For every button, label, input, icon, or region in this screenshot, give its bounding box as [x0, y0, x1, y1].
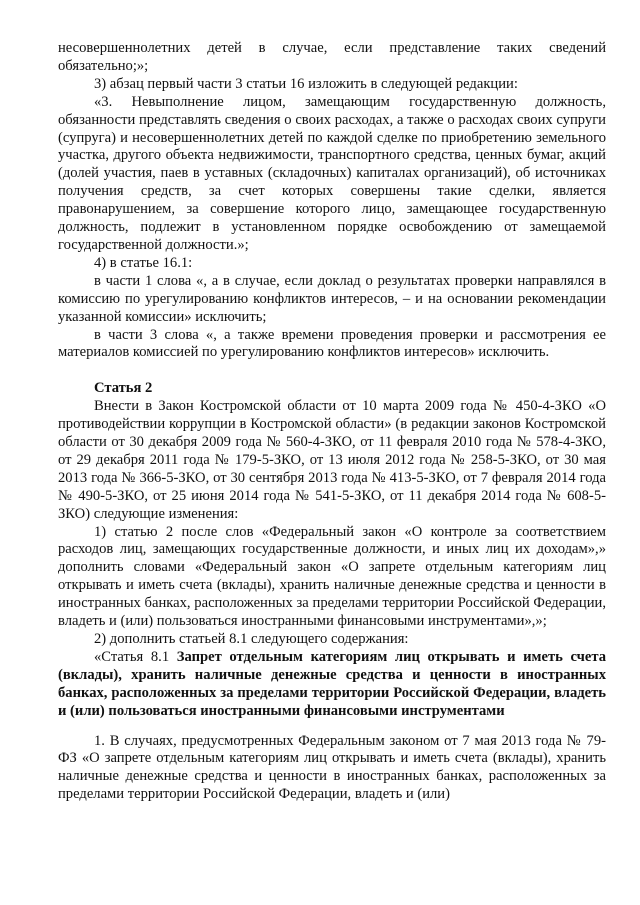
article-8-1-title: Запрет отдельным категориям лиц открывать и иметь счета (вклады), хранить наличные денежные средства и ценности в иностранных банках, расположенных за пределами территории Российской Федерации, владеть и (или) пользоваться иностранными финансовыми инструментами	[58, 648, 607, 719]
article-8-1-prefix: «Статья 8.1	[94, 648, 177, 665]
paragraph-9: 2) дополнить статьей 8.1 следующего содержания:	[94, 631, 409, 647]
paragraph-4: 4) в статье 16.1:	[94, 254, 193, 271]
spacer	[58, 721, 606, 733]
paragraph-3: «3. Невыполнение лицом, замещающим государственную должность, обязанности представлять сведения о своих расходах, а также о расходах своих супруги (супруга) и несовершеннолетних детей по каждой сделке по приобретению земельного участка, другого объекта недвижимости, транспортного средства, ценных бумаг, акций (долей участия, паев в уставных (складочных) капиталах организаций), об источниках получения средств, за счет которых совершены такие сделки, является правонарушением, за совершение которого лицо, замещающее государственную должность, подлежит в установленном порядке освобождению от замещаемой государственной должности.»;	[58, 93, 606, 253]
paragraph-2: 3) абзац первый части 3 статьи 16 изложить в следующей редакции:	[94, 75, 518, 92]
paragraph-5: в части 1 слова «, а в случае, если доклад о результатах проверки направлялся в комиссию по урегулированию конфликтов интересов, – и на основании рекомендации указанной комиссии» исключить;	[58, 272, 606, 325]
spacer	[58, 362, 606, 380]
paragraph-11: 1. В случаях, предусмотренных Федеральным законом от 7 мая 2013 года № 79-ФЗ «О запрете отдельным категориям лиц открывать и иметь счета (вклады), хранить наличные денежные средства и ценности в иностранных банках, расположенных за пределами территории Российской Федерации, владеть и (или)	[58, 732, 606, 803]
paragraph-7: Внести в Закон Костромской области от 10 марта 2009 года № 450-4-ЗКО «О противодействии коррупции в Костромской области» (в редакции законов Костромской области от 30 декабря 2009 года № 560-4-ЗКО, от 11 февраля 2010 года № 578-4-ЗКО, от 29 декабря 2011 года № 179-5-ЗКО, от 13 июля 2012 года № 258-5-ЗКО, от 30 мая 2013 года № 366-5-ЗКО, от 30 сентября 2013 года № 413-5-ЗКО, от 7 февраля 2014 года № 490-5-ЗКО, от 25 июня 2014 года № 541-5-ЗКО, от 11 декабря 2014 года № 608-5-ЗКО) следующие изменения:	[58, 398, 606, 522]
article-2-title: Статья 2	[94, 380, 153, 397]
paragraph-8: 1) статью 2 после слов «Федеральный закон «О контроле за соответствием расходов лиц, замещающих государственные должности, и иных лиц их доходам»,» дополнить словами «Федеральный закон «О запрете отдельным категориям лиц открывать и иметь счета (вклады), хранить наличные денежные средства и ценности в иностранных банках, расположенных за пределами территории Российской Федерации, владеть и (или) пользоваться иностранными финансовыми инструментами»,»;	[58, 523, 606, 630]
paragraph-1: несовершеннолетних детей в случае, если представление таких сведений обязательно;»;	[58, 40, 606, 74]
article-8-1-heading	[58, 649, 606, 721]
paragraph-6: в части 3 слова «, а также времени проведения проверки и рассмотрения ее материалов комиссией по урегулированию конфликтов интересов» исключить.	[58, 326, 606, 361]
